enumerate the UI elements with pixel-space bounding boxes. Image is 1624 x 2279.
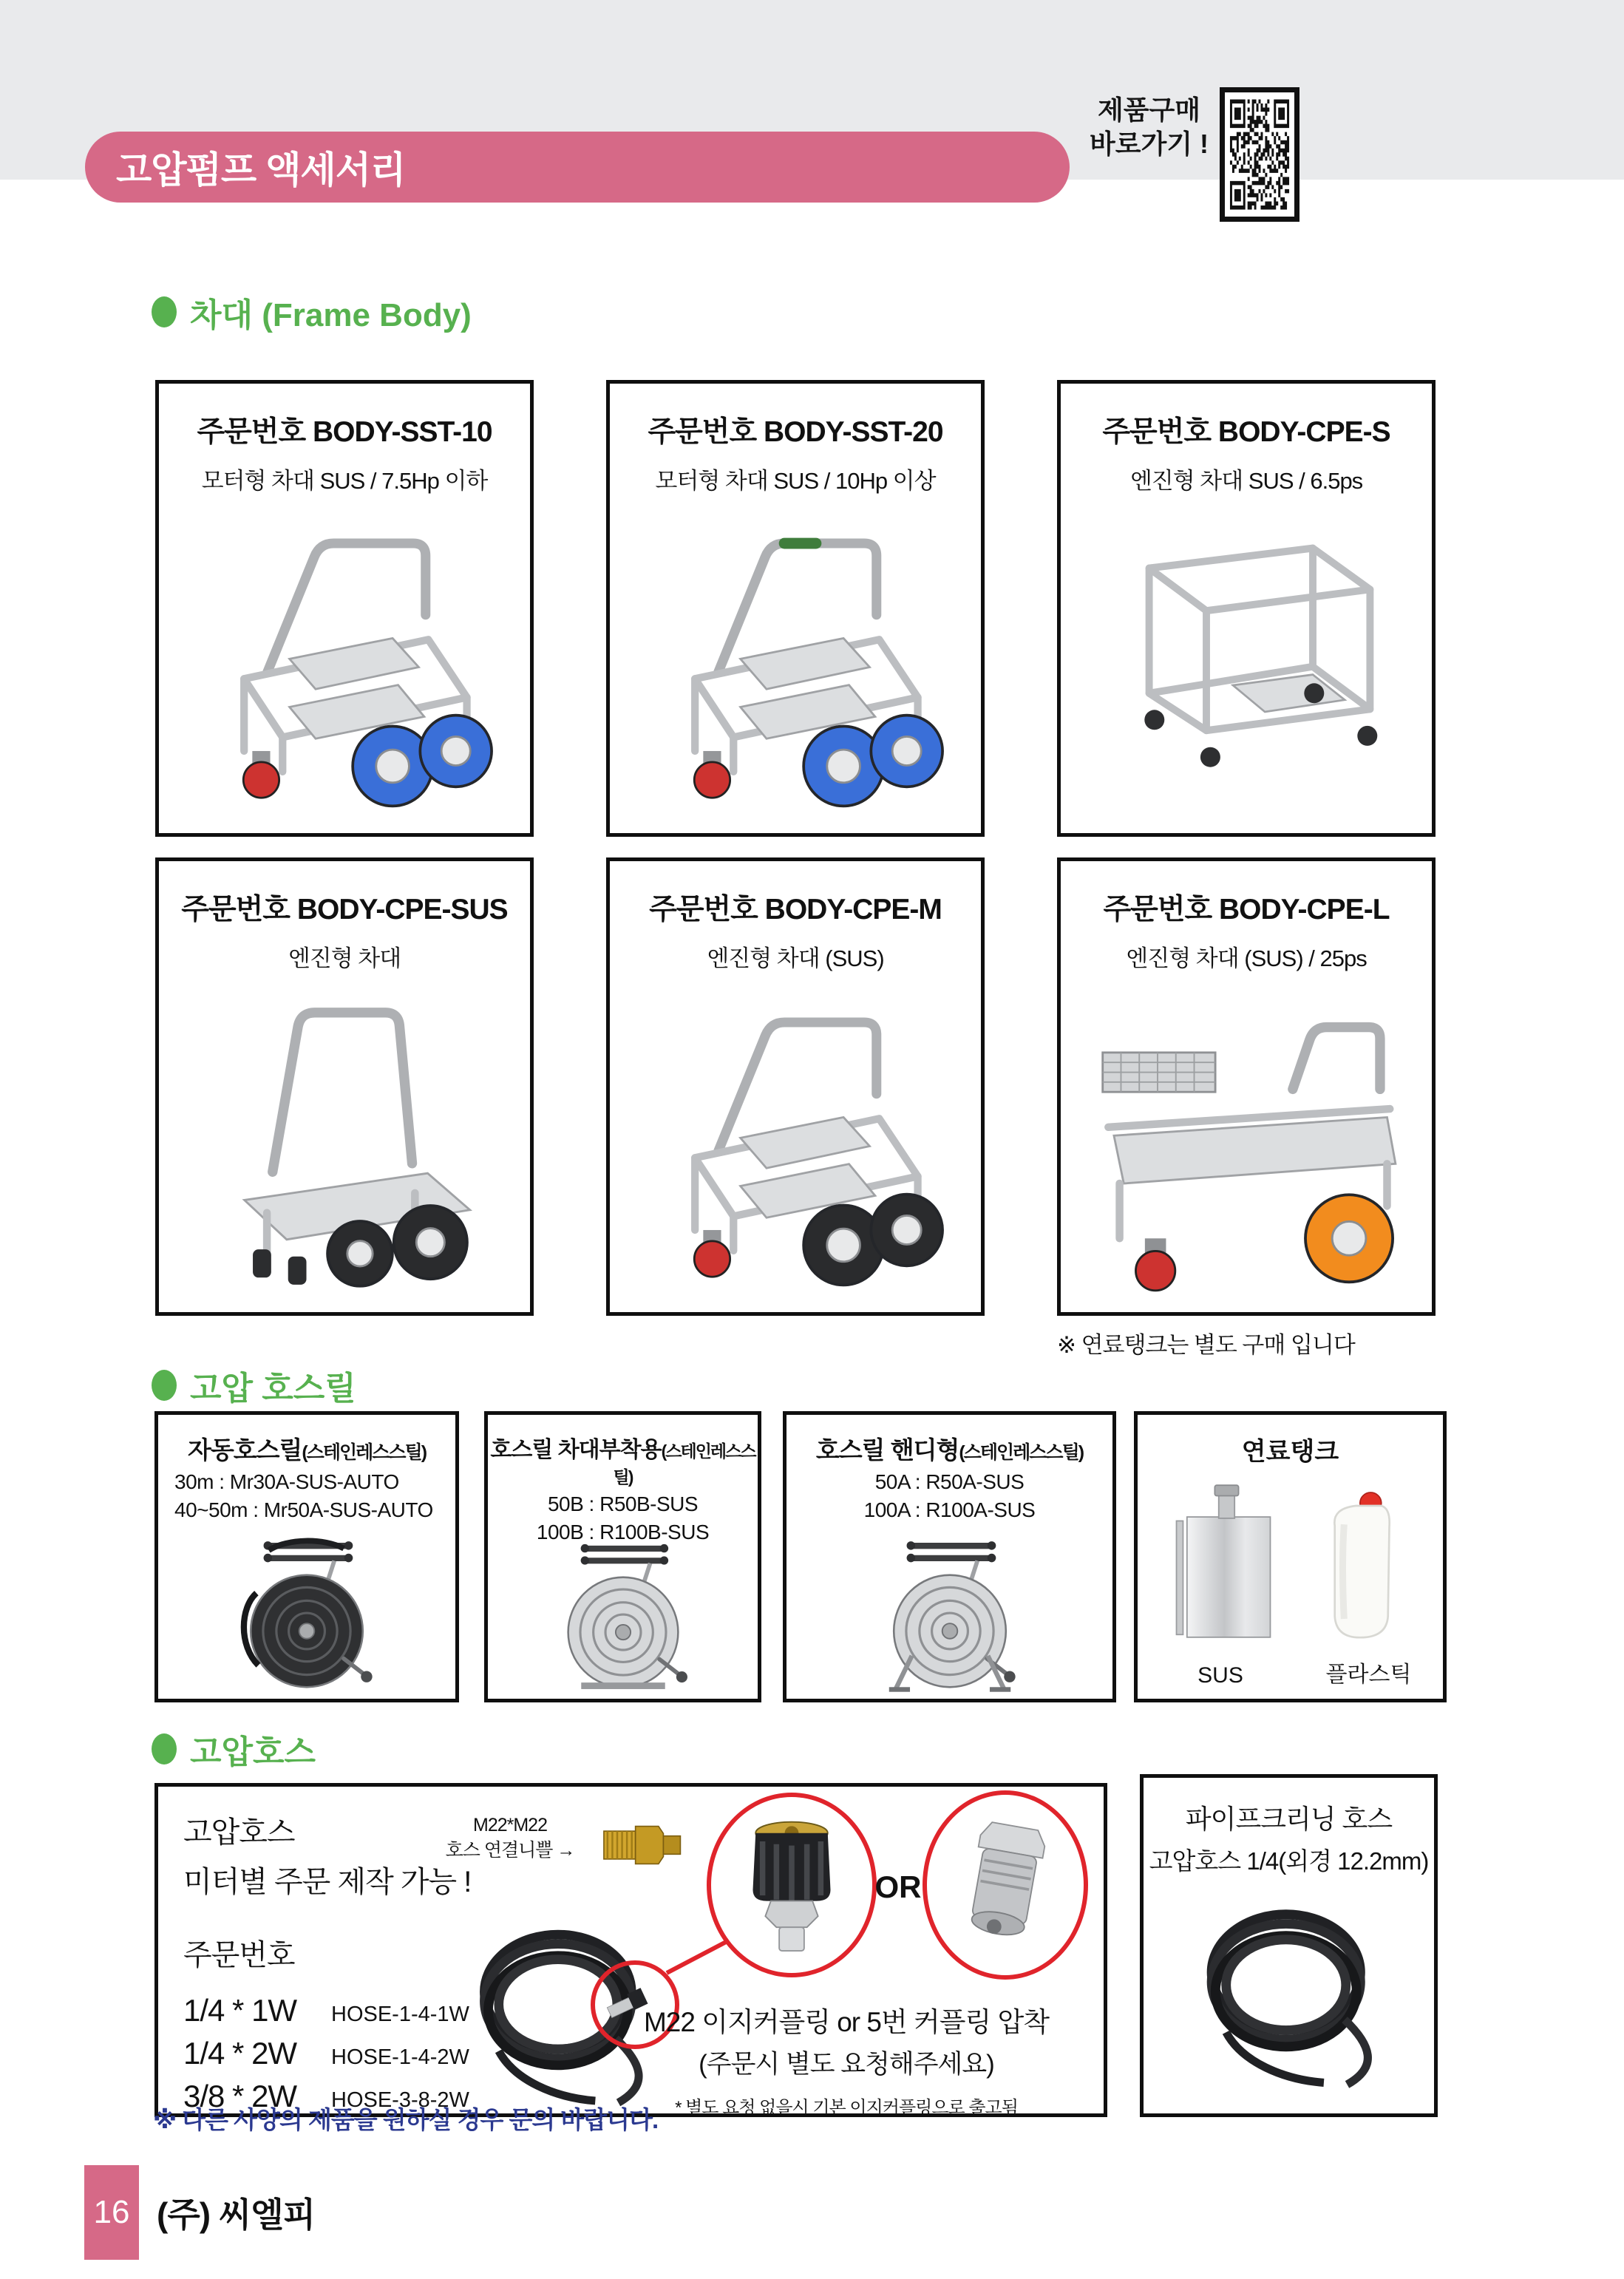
page-title-bar [85, 132, 1070, 203]
product-box-high-pressure-hose [154, 1783, 1107, 2117]
product-code-line: 50A : R50A-SUS [874, 1470, 1025, 1493]
product-box-body-cpe-l [1057, 857, 1436, 1316]
product-image-m22-coupling [736, 1811, 847, 1959]
product-desc: 엔진형 차대 (SUS) / 25ps [1126, 945, 1367, 971]
product-code-line: 30m : Mr30A-SUS-AUTO [174, 1470, 399, 1493]
product-box-cart-mount-reel [484, 1411, 761, 1702]
product-desc: 고압호스 1/4(외경 12.2mm) [1149, 1847, 1429, 1875]
product-order-number: 주문번호 BODY-CPE-S [1102, 416, 1390, 448]
section-bullet-icon [152, 1733, 177, 1765]
product-title: 자동호스릴(스테인레스스틸) [187, 1436, 427, 1464]
product-title: 호스릴 차대부착용(스테인레스스틸) [490, 1438, 755, 1487]
hose-spec-row: 1/4 * 1W HOSE-1-4-1W [183, 1993, 469, 2028]
product-title: 호스릴 핸디형(스테인레스스틸) [815, 1436, 1084, 1464]
product-title: 연료탱크 [1241, 1438, 1339, 1466]
coupling-caption: M22 이지커플링 or 5번 커플링 압착 (주문시 별도 요청해주세요) * 별도 요청 없을시 기본 이지커플링으로 출고됨 [643, 2007, 1049, 2118]
qr-caption [1073, 93, 1225, 161]
product-image-cart-cpe-l [1073, 1006, 1420, 1302]
section-heading-hose [152, 1725, 316, 1773]
section-heading-hose-reel [152, 1362, 356, 1409]
product-image-cart-mount-reel [540, 1539, 706, 1693]
product-box-pipe-cleaning-hose [1140, 1774, 1438, 2117]
section-heading-text: 고압호스 [190, 1734, 316, 1770]
product-desc: 엔진형 차대 [288, 945, 401, 971]
product-box-auto-hose-reel [154, 1411, 459, 1702]
product-image-cart-cpe-m [633, 1003, 958, 1299]
product-code-line: 40~50m : Mr50A-SUS-AUTO [174, 1498, 433, 1521]
product-order-number: 주문번호 BODY-CPE-L [1103, 894, 1390, 925]
product-image-frame-cpe-s [1087, 526, 1405, 792]
product-desc: 모터형 차대 SUS / 7.5Hp 이하 [201, 468, 488, 494]
hose-spec-row: 3/8 * 2W HOSE-3-8-2W [183, 2079, 469, 2113]
product-image-auto-reel [222, 1536, 392, 1693]
product-box-body-sst-20 [606, 380, 985, 837]
hose-spec-row: 1/4 * 2W HOSE-1-4-2W [183, 2036, 469, 2071]
tank-label-sus: SUS [1197, 1663, 1243, 1688]
qr-caption-line1: 제품구매 [1097, 95, 1201, 125]
product-box-handy-reel [783, 1411, 1116, 1702]
section-heading-text: 고압 호스릴 [190, 1371, 356, 1407]
product-desc: 모터형 차대 SUS / 10Hp 이상 [655, 468, 936, 494]
qr-caption-line2: 바로가기 ! [1089, 129, 1209, 160]
product-box-body-cpe-m [606, 857, 985, 1316]
product-image-cart-sst20 [633, 524, 958, 820]
product-desc: 엔진형 차대 SUS / 6.5ps [1129, 468, 1363, 494]
section-heading-text: 차대 (Frame Body) [190, 297, 472, 333]
product-desc: 엔진형 차대 (SUS) [707, 945, 884, 971]
qr-code [1220, 87, 1299, 222]
product-box-fuel-tank [1134, 1411, 1447, 1702]
product-code-line: 100B : R100B-SUS [536, 1521, 710, 1543]
hose-title: 고압호스 [183, 1816, 295, 1849]
page-number-badge: 16 [84, 2165, 139, 2260]
product-code-line: 50B : R50B-SUS [547, 1492, 699, 1515]
product-title: 파이프크리닝 호스 [1185, 1804, 1393, 1834]
inquiry-note: ※ 다른 사양의 제품을 원하실 경우 문의 바랍니다. [153, 2106, 659, 2133]
hose-subtitle: 미터별 주문 제작 가능 ! [183, 1866, 472, 1898]
product-code-line: 100A : R100A-SUS [863, 1498, 1036, 1521]
fuel-tank-note: ※ 연료탱크는 별도 구매 입니다 [1057, 1332, 1355, 1358]
page-title: 고압펌프 액세서리 [116, 149, 406, 191]
order-number-heading: 주문번호 [183, 1939, 295, 1971]
product-image-sus-tank [1167, 1477, 1280, 1645]
nipple-label: M22*M22 호스 연결니쁠 → [445, 1815, 575, 1861]
section-bullet-icon [152, 296, 177, 327]
product-image-handy-reel [863, 1536, 1036, 1693]
or-label: OR [874, 1869, 922, 1904]
product-box-body-cpe-sus [155, 857, 534, 1316]
section-heading-frame-body [152, 288, 472, 336]
product-image-handtruck-cpe-sus [182, 994, 507, 1297]
tank-label-plastic: 플라스틱 [1325, 1662, 1412, 1687]
product-image-cart-sst10 [182, 524, 507, 820]
coupling-highlight-crimp [923, 1790, 1088, 1980]
product-order-number: 주문번호 BODY-CPE-M [649, 894, 942, 925]
product-box-body-sst-10 [155, 380, 534, 837]
company-name: (주) 씨엘피 [157, 2195, 316, 2234]
section-bullet-icon [152, 1370, 177, 1401]
product-image-pipe-cleaning-coil [1182, 1887, 1396, 2102]
coupling-highlight-m22 [707, 1793, 877, 1977]
product-order-number: 주문번호 BODY-SST-10 [197, 416, 492, 448]
product-image-brass-nipple [600, 1816, 685, 1874]
product-image-plastic-tank [1309, 1486, 1410, 1645]
product-order-number: 주문번호 BODY-CPE-SUS [181, 894, 508, 925]
product-box-body-cpe-s [1057, 380, 1436, 837]
product-image-crimp-coupling [956, 1811, 1056, 1959]
product-order-number: 주문번호 BODY-SST-20 [648, 416, 943, 448]
